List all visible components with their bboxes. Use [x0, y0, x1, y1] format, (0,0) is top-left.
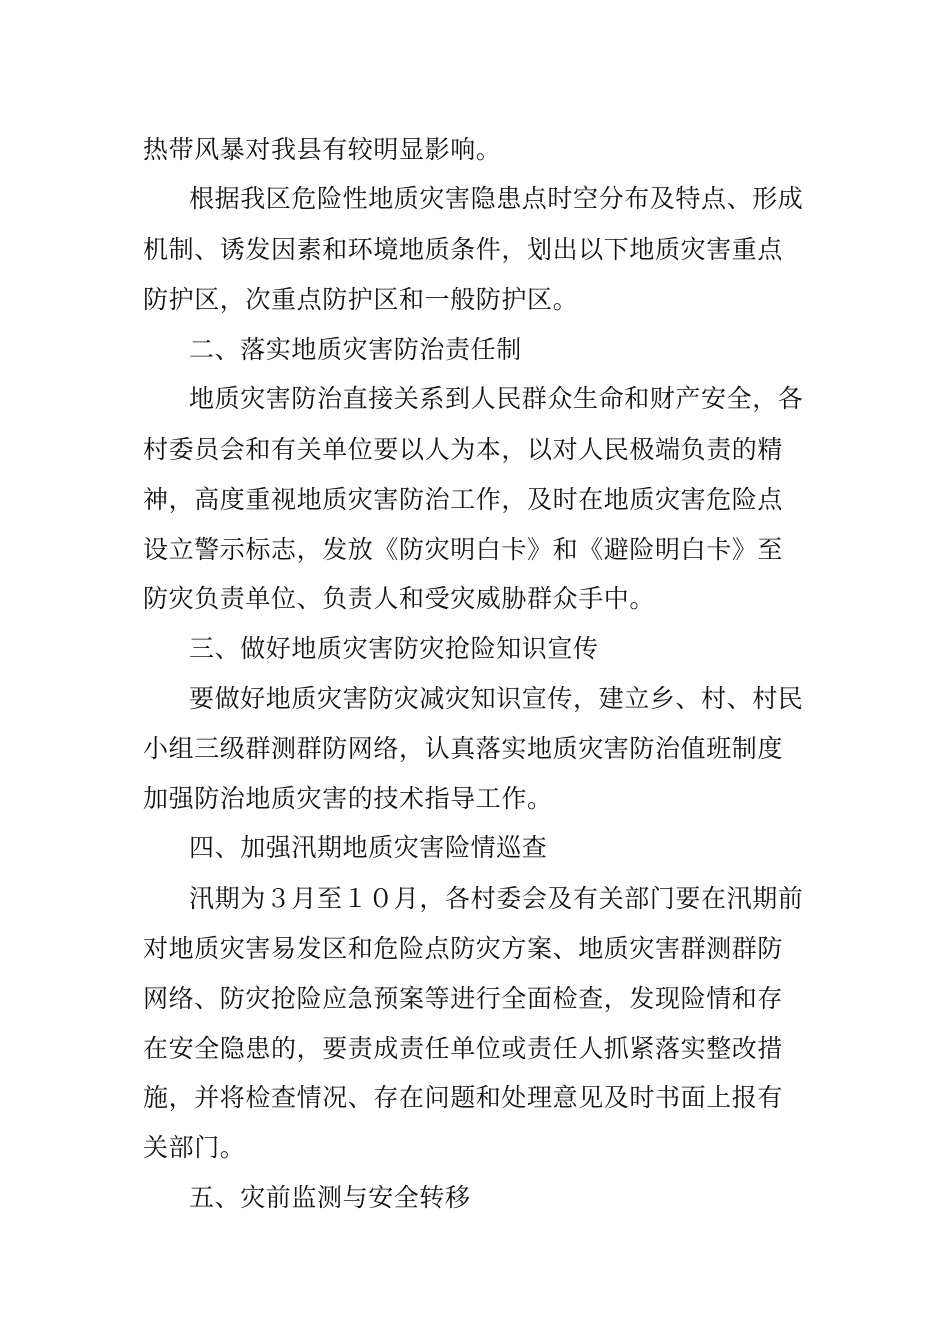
section-heading: 三、做好地质灾害防灾抢险知识宣传 — [189, 634, 599, 663]
paragraph-line: 对地质灾害易发区和危险点防灾方案、地质灾害群测群防 — [143, 934, 784, 963]
paragraph-line: 防护区，次重点防护区和一般防护区。 — [143, 285, 579, 314]
paragraph-line: 防灾负责单位、负责人和受灾威胁群众手中。 — [143, 584, 656, 613]
paragraph-line: 设立警示标志，发放《防灾明白卡》和《避险明白卡》至 — [143, 535, 784, 564]
paragraph-line: 加强防治地质灾害的技术指导工作。 — [143, 784, 553, 813]
paragraph-line: 汛期为３月至１０月，各村委会及有关部门要在汛期前 — [189, 884, 804, 913]
section-heading: 五、灾前监测与安全转移 — [189, 1183, 471, 1212]
paragraph-line: 施，并将检查情况、存在问题和处理意见及时书面上报有 — [143, 1083, 784, 1112]
paragraph-line: 地质灾害防治直接关系到人民群众生命和财产安全，各 — [189, 384, 804, 413]
paragraph-line: 关部门。 — [143, 1133, 246, 1162]
paragraph-line: 网络、防灾抢险应急预案等进行全面检查，发现险情和存 — [143, 984, 784, 1013]
paragraph-line: 热带风暴对我县有较明显影响。 — [143, 135, 502, 164]
section-heading: 四、加强汛期地质灾害险情巡查 — [189, 833, 548, 862]
paragraph-line: 在安全隐患的，要责成责任单位或责任人抓紧落实整改措 — [143, 1034, 784, 1063]
paragraph-line: 神，高度重视地质灾害防治工作，及时在地质灾害危险点 — [143, 485, 784, 514]
paragraph-line: 机制、诱发因素和环境地质条件，划出以下地质灾害重点 — [143, 235, 784, 264]
section-heading: 二、落实地质灾害防治责任制 — [189, 335, 522, 364]
paragraph-line: 小组三级群测群防网络，认真落实地质灾害防治值班制度 — [143, 734, 784, 763]
paragraph-line: 要做好地质灾害防灾减灾知识宣传，建立乡、村、村民 — [189, 684, 804, 713]
paragraph-line: 村委员会和有关单位要以人为本，以对人民极端负责的精 — [143, 435, 784, 464]
paragraph-line: 根据我区危险性地质灾害隐患点时空分布及特点、形成 — [189, 184, 804, 213]
